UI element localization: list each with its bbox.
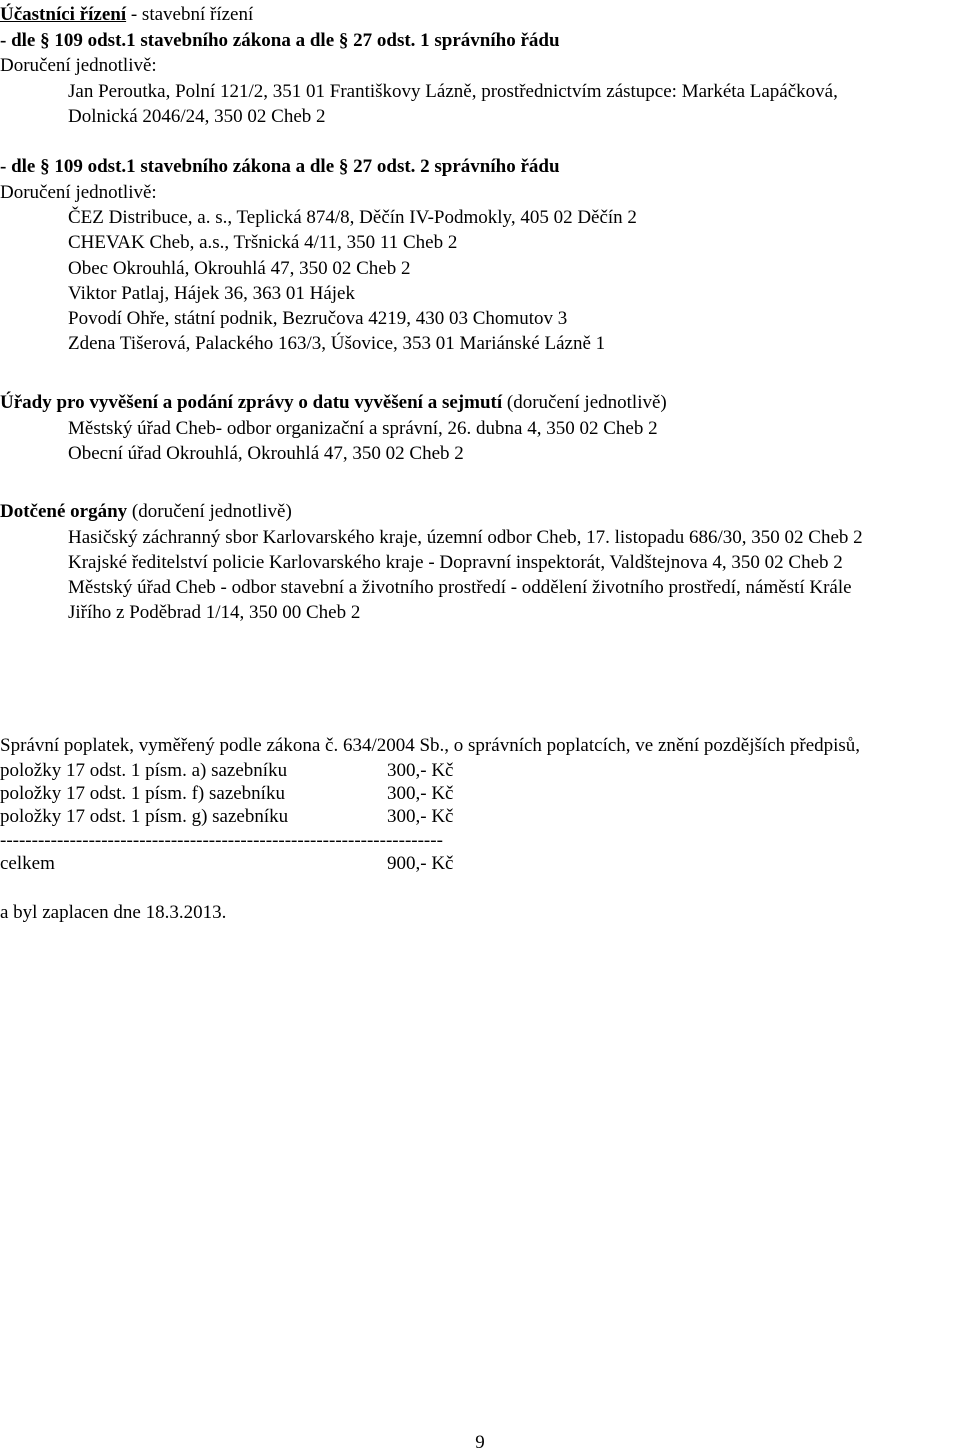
fee-row-label: položky 17 odst. 1 písm. g) sazebníku xyxy=(0,806,289,827)
fee-total-value: 900,- Kč xyxy=(387,853,454,874)
participants-heading-rest: - stavební řízení xyxy=(126,4,254,25)
fee-row-label: položky 17 odst. 1 písm. f) sazebníku xyxy=(0,783,285,804)
list-item: ČEZ Distribuce, a. s., Teplická 874/8, Děčín IV-Podmokly, 405 02 Děčín 2 xyxy=(68,207,637,228)
authorities-heading xyxy=(0,501,292,523)
group-b-delivery: Doručení jednotlivě: xyxy=(0,182,157,203)
list-item: Městský úřad Cheb - odbor stavební a životního prostředí - oddělení životního prostředí, náměstí Krále xyxy=(68,577,852,598)
participants-heading xyxy=(0,4,253,26)
fee-row-label: položky 17 odst. 1 písm. a) sazebníku xyxy=(0,760,288,781)
group-a-delivery: Doručení jednotlivě: xyxy=(0,55,157,76)
page-number: 9 xyxy=(475,1432,485,1453)
group-b-title: - dle § 109 odst.1 stavebního zákona a dle § 27 odst. 2 správního řádu xyxy=(0,156,560,177)
list-item: Obecní úřad Okrouhlá, Okrouhlá 47, 350 02 Cheb 2 xyxy=(68,443,464,464)
fee-row-value: 300,- Kč xyxy=(387,783,454,804)
offices-heading-bold: Úřady pro vyvěšení a podání zprávy o datu vyvěšení a sejmutí xyxy=(0,392,503,413)
list-item: Městský úřad Cheb- odbor organizační a správní, 26. dubna 4, 350 02 Cheb 2 xyxy=(68,418,658,439)
authorities-heading-rest: (doručení jednotlivě) xyxy=(127,501,292,522)
offices-heading xyxy=(0,392,667,414)
group-a-title: - dle § 109 odst.1 stavebního zákona a dle § 27 odst. 1 správního řádu xyxy=(0,30,560,51)
fee-separator: ---------------------------------------------------------------------- xyxy=(0,830,443,851)
offices-heading-rest: (doručení jednotlivě) xyxy=(502,392,667,413)
fee-paid-note: a byl zaplacen dne 18.3.2013. xyxy=(0,902,227,923)
list-item: Zdena Tišerová, Palackého 163/3, Úšovice, 353 01 Mariánské Lázně 1 xyxy=(68,333,606,354)
fee-total-label: celkem xyxy=(0,853,55,874)
authorities-heading-bold: Dotčené orgány xyxy=(0,501,128,522)
fee-row-value: 300,- Kč xyxy=(387,760,454,781)
list-item: Jan Peroutka, Polní 121/2, 351 01 Františkovy Lázně, prostřednictvím zástupce: Markéta Lapáčková, xyxy=(68,81,838,102)
list-item: Krajské ředitelství policie Karlovarského kraje - Dopravní inspektorát, Valdštejnova 4, 350 02 Cheb 2 xyxy=(68,552,843,573)
fee-total-row xyxy=(0,853,462,875)
fee-row-value: 300,- Kč xyxy=(387,806,454,827)
list-item: CHEVAK Cheb, a.s., Tršnická 4/11, 350 11 Cheb 2 xyxy=(68,232,458,253)
list-item: Jiřího z Poděbrad 1/14, 350 00 Cheb 2 xyxy=(68,602,361,623)
list-item: Hasičský záchranný sbor Karlovarského kraje, územní odbor Cheb, 17. listopadu 686/30, 350 02 Cheb 2 xyxy=(68,527,863,548)
list-item: Dolnická 2046/24, 350 02 Cheb 2 xyxy=(68,106,326,127)
fee-intro: Správní poplatek, vyměřený podle zákona č. 634/2004 Sb., o správních poplatcích, ve znění pozdějších předpisů, xyxy=(0,735,861,756)
participants-heading-bold: Účastníci řízení xyxy=(0,4,127,25)
list-item: Viktor Patlaj, Hájek 36, 363 01 Hájek xyxy=(68,283,355,304)
list-item: Povodí Ohře, státní podnik, Bezručova 4219, 430 03 Chomutov 3 xyxy=(68,308,568,329)
list-item: Obec Okrouhlá, Okrouhlá 47, 350 02 Cheb 2 xyxy=(68,258,411,279)
